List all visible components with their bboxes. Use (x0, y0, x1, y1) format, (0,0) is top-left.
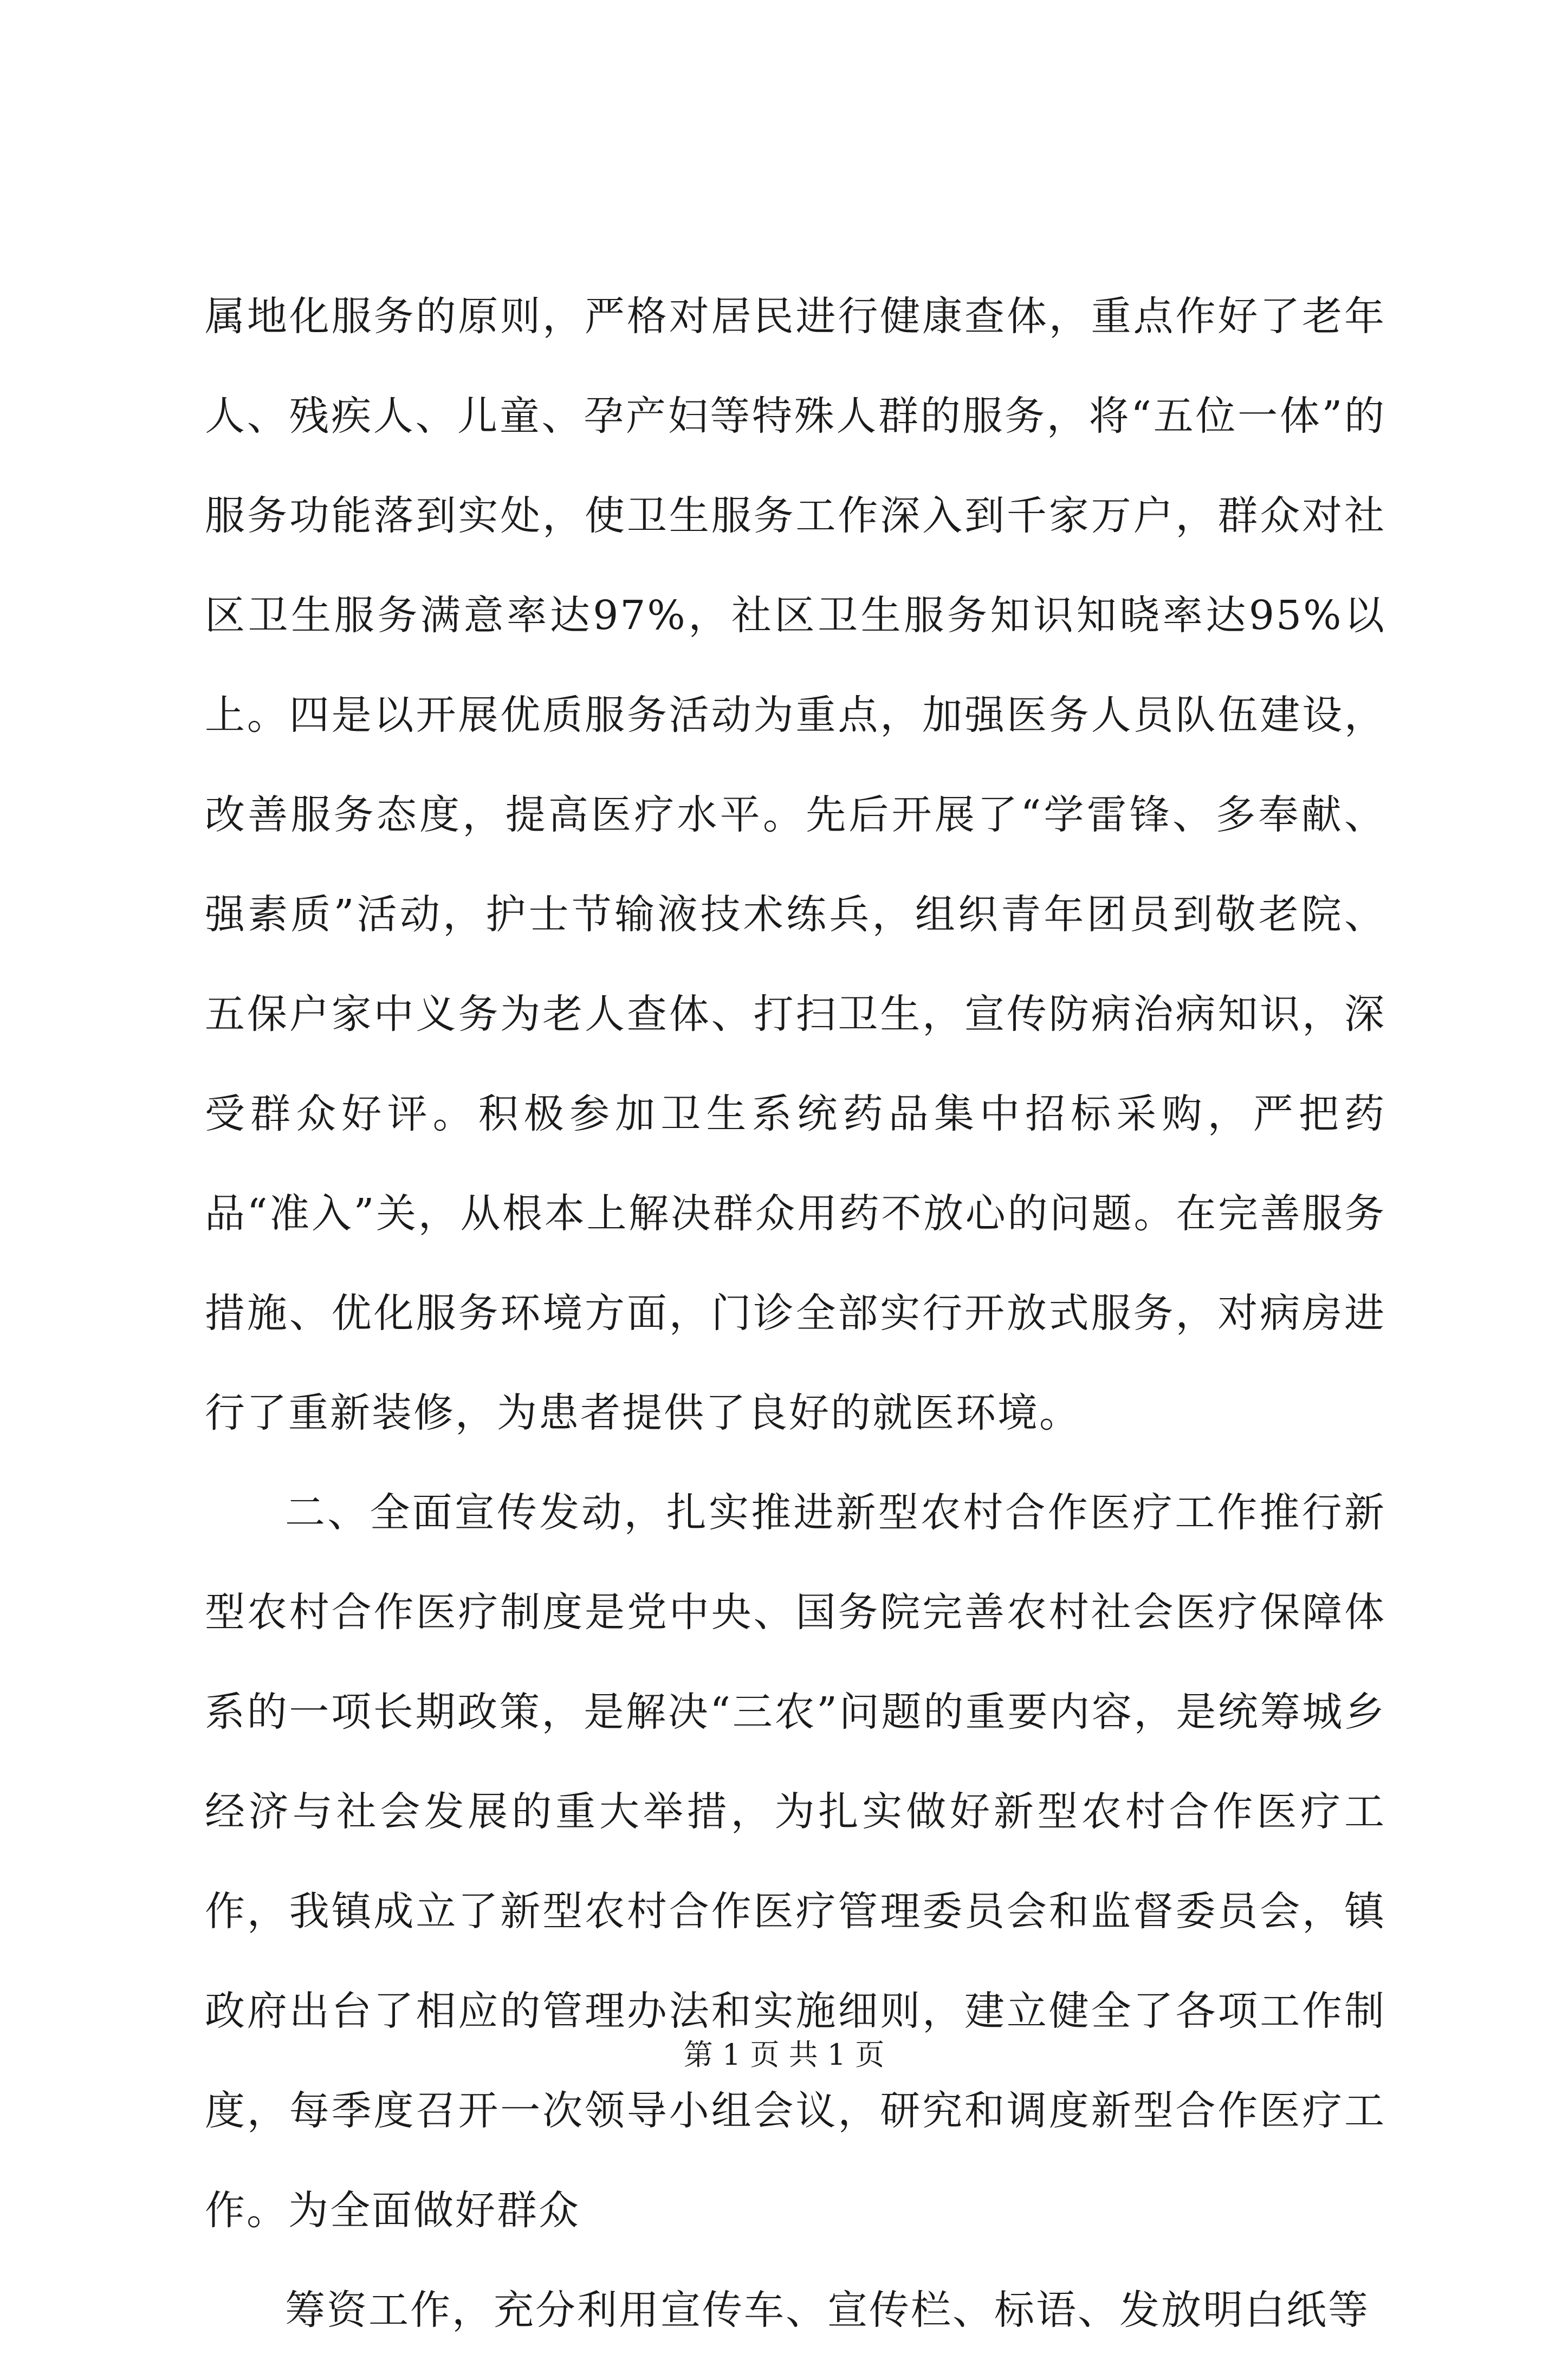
paragraph-section-two: 二、全面宣传发动，扎实推进新型农村合作医疗工作推行新型农村合作医疗制度是党中央、国务院完善农村社会医疗保障体系的一项长期政策，是解决“三农”问题的重要内容，是统筹城乡经济与社会发展的重大举措，为扎实做好新型农村合作医疗工作，我镇成立了新型农村合作医疗管理委员会和监督委员会，镇政府出台了相应的管理办法和实施细则，建立健全了各项工作制度，每季度召开一次领导小组会议，研究和调度新型合作医疗工作。为全面做好群众 (205, 1489, 1386, 2234)
paragraph-continuation: 属地化服务的原则，严格对居民进行健康查体，重点作好了老年人、残疾人、儿童、孕产妇等特殊人群的服务，将“五位一体”的服务功能落到实处，使卫生服务工作深入到千家万户，群众对社区卫生服务满意率达97%，社区卫生服务知识知晓率达95%以上。四是以开展优质服务活动为重点，加强医务人员队伍建设，改善服务态度，提高医疗水平。先后开展了“学雷锋、多奉献、强素质”活动，护士节输液技术练兵，组织青年团员到敬老院、五保户家中义务为老人查体、打扫卫生，宣传防病治病知识，深受群众好评。积极参加卫生系统药品集中招标采购，严把药品“准入”关，从根本上解决群众用药不放心的问题。在完善服务措施、优化服务环境方面，门诊全部实行开放式服务，对病房进行了重新装修，为患者提供了良好的就医环境。 (205, 293, 1386, 1436)
paragraph-fundraising: 筹资工作，充分利用宣传车、宣传栏、标语、发放明白纸等 (285, 2287, 1370, 2333)
page-footer: 第 1 页 共 1 页 (683, 2038, 885, 2072)
